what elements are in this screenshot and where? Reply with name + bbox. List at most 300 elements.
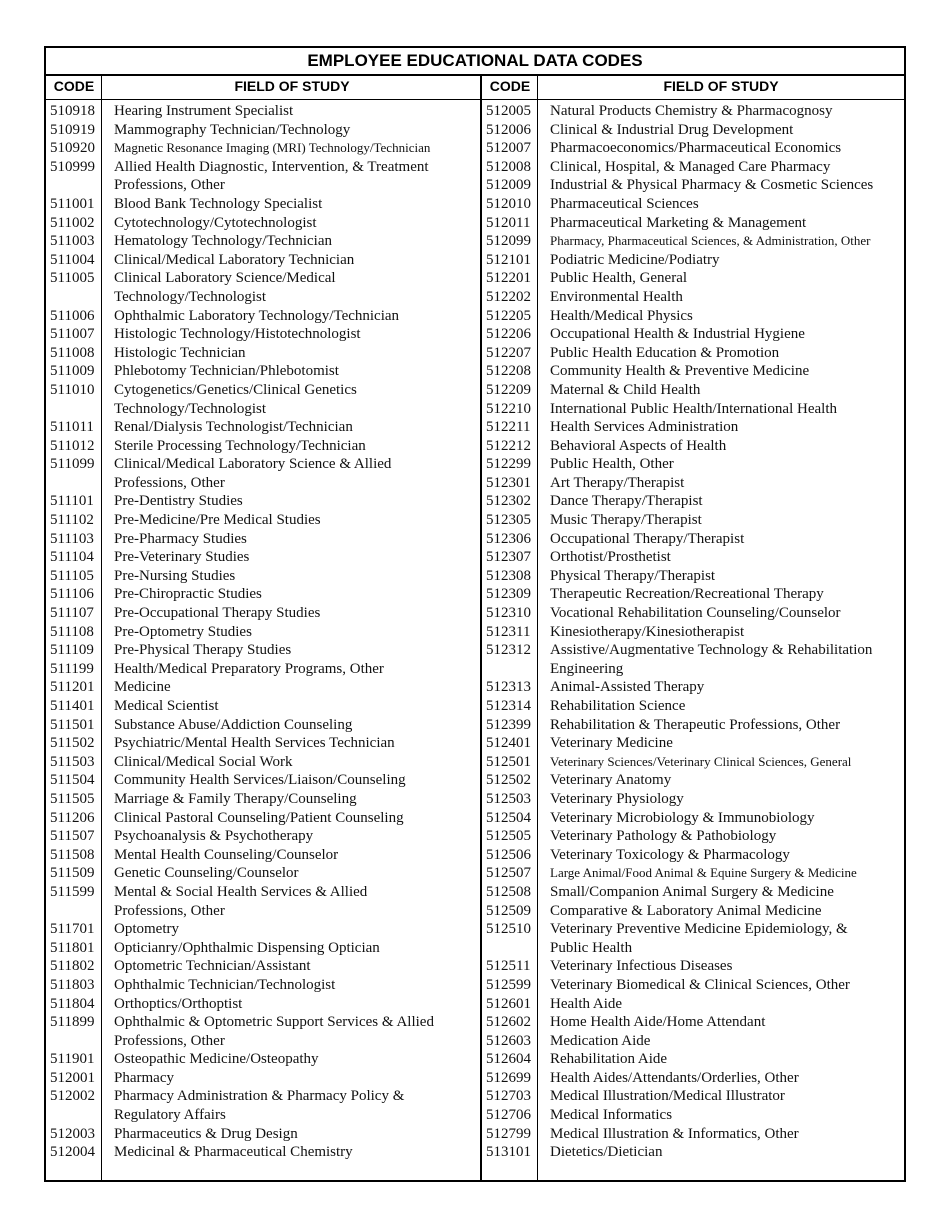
field-cell: Veterinary Microbiology & Immunobiology: [550, 809, 815, 826]
field-cell: Renal/Dialysis Technologist/Technician: [114, 419, 353, 436]
field-cell: Genetic Counseling/Counselor: [114, 865, 299, 882]
table-row: [486, 585, 902, 604]
table-row: [50, 511, 480, 530]
table-row: [50, 102, 480, 121]
code-cell: 511201: [50, 679, 95, 696]
field-cell: Ophthalmic & Optometric Support Services & Allied: [114, 1014, 434, 1031]
field-cell: Pre-Veterinary Studies: [114, 549, 250, 566]
field-cell: Magnetic Resonance Imaging (MRI) Technology/Technician: [114, 140, 431, 156]
table-row: [50, 1125, 480, 1144]
code-cell: 512207: [486, 344, 531, 361]
field-cell: Psychoanalysis & Psychotherapy: [114, 828, 314, 845]
code-cell: 512305: [486, 512, 531, 529]
field-cell: Art Therapy/Therapist: [550, 474, 685, 491]
table-row: [50, 567, 480, 586]
code-cell: 511101: [50, 493, 94, 510]
table-row: [50, 771, 480, 790]
table-row: [50, 325, 480, 344]
field-cell: Mental Health Counseling/Counselor: [114, 846, 339, 863]
table-row: [486, 976, 902, 995]
code-cell: 512001: [50, 1069, 95, 1086]
field-cell: Therapeutic Recreation/Recreational Therapy: [550, 586, 824, 603]
field-cell: Marriage & Family Therapy/Counseling: [114, 790, 357, 807]
field-cell: Maternal & Child Health: [550, 381, 701, 398]
code-cell: 510919: [50, 121, 95, 138]
right-column: [486, 102, 902, 1162]
field-cell: Pre-Occupational Therapy Studies: [114, 605, 321, 622]
table-row: [50, 1143, 480, 1162]
field-cell: Animal-Assisted Therapy: [550, 679, 705, 696]
table-row: [486, 771, 902, 790]
field-cell: Pharmaceutics & Drug Design: [114, 1125, 298, 1142]
field-cell: Allied Health Diagnostic, Intervention, & Treatment: [114, 158, 429, 175]
field-cell: Health/Medical Preparatory Programs, Other: [114, 660, 384, 677]
field-cell: Clinical Pastoral Counseling/Patient Counseling: [114, 809, 404, 826]
table-row: [486, 214, 902, 233]
table-row: [50, 678, 480, 697]
table-row: [50, 362, 480, 381]
field-cell: Orthoptics/Orthoptist: [114, 995, 243, 1012]
code-cell: 511004: [50, 251, 95, 268]
field-cell: Pharmaceutical Sciences: [550, 195, 699, 212]
field-cell: Industrial & Physical Pharmacy & Cosmetic Sciences: [550, 177, 874, 194]
field-cell: Pharmacy Administration & Pharmacy Policy &: [114, 1088, 405, 1105]
field-cell: Clinical/Medical Social Work: [114, 753, 293, 770]
code-cell: 512099: [486, 233, 531, 250]
code-cell: 512505: [486, 828, 531, 845]
table-row: [486, 902, 902, 921]
table-row: [50, 734, 480, 753]
field-cell: Hearing Instrument Specialist: [114, 103, 294, 119]
page-title: EMPLOYEE EDUCATIONAL DATA CODES: [46, 48, 904, 76]
code-cell: 512604: [486, 1051, 531, 1068]
code-cell: 512510: [486, 921, 531, 938]
code-cell: 512209: [486, 381, 531, 398]
table-row: [50, 1013, 480, 1032]
field-cell: Medical Illustration/Medical Illustrator: [550, 1088, 785, 1105]
code-cell: 512011: [486, 214, 531, 231]
table-row: [486, 827, 902, 846]
table-row: [486, 325, 902, 344]
table-row: [50, 400, 480, 419]
field-cell: Small/Companion Animal Surgery & Medicine: [550, 883, 834, 900]
code-cell: [486, 939, 550, 958]
field-cell: Mammography Technician/Technology: [114, 121, 351, 138]
table-row: [50, 957, 480, 976]
field-cell: Mental & Social Health Services & Allied: [114, 883, 368, 900]
code-cell: 512509: [486, 902, 531, 919]
field-cell: Cytotechnology/Cytotechnologist: [114, 214, 317, 231]
code-cell: 512703: [486, 1088, 531, 1105]
table-row: [486, 939, 902, 958]
table-row: [486, 344, 902, 363]
code-cell: 510918: [50, 103, 95, 119]
table-row: [486, 604, 902, 623]
code-cell: 510999: [50, 158, 95, 175]
table-row: [50, 1106, 480, 1125]
table-row: [486, 251, 902, 270]
table-row: [486, 753, 902, 772]
code-cell: 511801: [50, 939, 95, 956]
table-row: [50, 660, 480, 679]
code-cell: 511010: [50, 381, 95, 398]
code-cell: 511005: [50, 270, 95, 287]
table-row: [486, 437, 902, 456]
code-cell: 512004: [50, 1144, 95, 1161]
code-cell: 512211: [486, 419, 531, 436]
table-row: [486, 716, 902, 735]
field-cell: Hematology Technology/Technician: [114, 233, 332, 250]
code-cell: 512508: [486, 883, 531, 900]
field-cell: Pharmacoeconomics/Pharmaceutical Economics: [550, 140, 842, 157]
table-row: [486, 121, 902, 140]
code-cell: 512212: [486, 437, 531, 454]
table-row: [486, 883, 902, 902]
table-row: [50, 641, 480, 660]
table-row: [486, 381, 902, 400]
code-cell: 511102: [50, 512, 94, 529]
table-row: [486, 623, 902, 642]
table-row: [486, 864, 902, 883]
table-row: [50, 920, 480, 939]
code-cell: 512302: [486, 493, 531, 510]
field-cell: Medication Aide: [550, 1032, 651, 1049]
table-row: [50, 697, 480, 716]
code-cell: 511001: [50, 195, 95, 212]
field-cell: Veterinary Infectious Diseases: [550, 958, 733, 975]
field-cell: Technology/Technologist: [114, 288, 267, 305]
field-cell: Veterinary Biomedical & Clinical Sciences, Other: [550, 976, 850, 993]
field-cell: International Public Health/International Health: [550, 400, 837, 417]
field-cell: Dietetics/Dietician: [550, 1144, 663, 1161]
table-row: [50, 827, 480, 846]
table-row: [486, 1050, 902, 1069]
code-cell: 512307: [486, 549, 531, 566]
code-cell: 511509: [50, 865, 95, 882]
code-cell: 511701: [50, 921, 95, 938]
field-cell: Professions, Other: [114, 902, 225, 919]
table-row: [50, 232, 480, 251]
table-row: [486, 567, 902, 586]
code-cell: [486, 660, 550, 679]
table-row: [486, 846, 902, 865]
field-cell: Professions, Other: [114, 1032, 225, 1049]
table-row: [486, 455, 902, 474]
field-cell: Medical Scientist: [114, 698, 219, 714]
table-row: [486, 492, 902, 511]
code-cell: 512799: [486, 1125, 531, 1142]
field-cell: Podiatric Medicine/Podiatry: [550, 251, 720, 268]
code-cell: 512003: [50, 1125, 95, 1142]
table-row: [486, 1106, 902, 1125]
field-cell: Pharmacy, Pharmaceutical Sciences, & Administration, Other: [550, 233, 871, 249]
table-row: [50, 548, 480, 567]
field-cell: Assistive/Augmentative Technology & Rehabilitation: [550, 642, 873, 659]
table-row: [486, 176, 902, 195]
table-row: [486, 1013, 902, 1032]
field-cell: Medicine: [114, 679, 171, 696]
code-cell: 512299: [486, 456, 531, 473]
field-cell: Medical Informatics: [550, 1107, 673, 1124]
field-cell: Health Aides/Attendants/Orderlies, Other: [550, 1069, 799, 1086]
table-row: [486, 678, 902, 697]
table-row: [50, 474, 480, 493]
field-cell: Pre-Dentistry Studies: [114, 493, 243, 510]
table-row: [50, 1069, 480, 1088]
code-cell: 512205: [486, 307, 531, 324]
table-row: [486, 195, 902, 214]
code-cell: 511508: [50, 846, 95, 863]
field-cell: Optometry: [114, 921, 179, 938]
code-cell: 511401: [50, 698, 95, 714]
table-row: [50, 214, 480, 233]
field-cell: Natural Products Chemistry & Pharmacognosy: [550, 103, 833, 119]
code-cell: 512314: [486, 698, 531, 714]
field-cell: Veterinary Sciences/Veterinary Clinical Sciences, General: [550, 753, 852, 769]
field-cell: Dance Therapy/Therapist: [550, 493, 703, 510]
table-row: [50, 269, 480, 288]
table-row: [486, 920, 902, 939]
code-cell: 511104: [50, 549, 94, 566]
code-cell: 512504: [486, 809, 531, 826]
code-cell: 511002: [50, 214, 95, 231]
field-cell: Medical Illustration & Informatics, Other: [550, 1125, 799, 1142]
field-cell: Clinical Laboratory Science/Medical: [114, 270, 336, 287]
table-row: [50, 883, 480, 902]
code-cell: 512005: [486, 103, 531, 119]
table-row: [50, 139, 480, 158]
table-row: [486, 548, 902, 567]
field-cell: Ophthalmic Laboratory Technology/Technician: [114, 307, 400, 324]
code-cell: 512603: [486, 1032, 531, 1049]
field-cell: Veterinary Physiology: [550, 790, 684, 807]
table-row: [50, 418, 480, 437]
field-cell: Opticianry/Ophthalmic Dispensing Optician: [114, 939, 380, 956]
code-cell: 511802: [50, 958, 95, 975]
data-codes-table: [44, 46, 906, 1182]
code-cell: 511599: [50, 883, 95, 900]
code-cell: 512310: [486, 605, 531, 622]
code-cell: 512007: [486, 140, 531, 157]
table-row: [486, 809, 902, 828]
field-cell: Pre-Chiropractic Studies: [114, 586, 262, 603]
field-cell: Rehabilitation Science: [550, 698, 686, 714]
table-row: [50, 530, 480, 549]
code-cell: [50, 176, 114, 195]
code-cell: 512206: [486, 326, 531, 343]
table-row: [486, 1032, 902, 1051]
field-cell: Environmental Health: [550, 288, 683, 305]
field-cell: Comparative & Laboratory Animal Medicine: [550, 902, 822, 919]
field-cell: Professions, Other: [114, 474, 225, 491]
code-cell: 511006: [50, 307, 95, 324]
field-cell: Blood Bank Technology Specialist: [114, 195, 323, 212]
code-cell: 511011: [50, 419, 94, 436]
table-row: [50, 307, 480, 326]
table-row: [50, 1032, 480, 1051]
code-cell: 511103: [50, 530, 94, 547]
field-cell: Physical Therapy/Therapist: [550, 567, 716, 584]
table-row: [486, 307, 902, 326]
table-row: [50, 288, 480, 307]
table-row: [486, 697, 902, 716]
table-row: [486, 660, 902, 679]
field-cell: Pre-Nursing Studies: [114, 567, 236, 584]
field-header-left: FIELD OF STUDY: [234, 78, 350, 94]
table-row: [486, 790, 902, 809]
table-row: [50, 902, 480, 921]
field-cell: Histologic Technician: [114, 344, 246, 361]
field-cell: Veterinary Medicine: [550, 735, 673, 752]
table-row: [486, 474, 902, 493]
table-row: [50, 437, 480, 456]
table-row: [486, 995, 902, 1014]
code-cell: 511109: [50, 642, 94, 659]
table-row: [50, 455, 480, 474]
table-row: [50, 492, 480, 511]
code-cell: 513101: [486, 1144, 531, 1161]
code-cell: 512503: [486, 790, 531, 807]
table-row: [50, 604, 480, 623]
field-cell: Vocational Rehabilitation Counseling/Counselor: [550, 605, 841, 622]
code-cell: 511505: [50, 790, 95, 807]
code-cell: 512006: [486, 121, 531, 138]
field-cell: Health Services Administration: [550, 419, 739, 436]
field-cell: Clinical/Medical Laboratory Technician: [114, 251, 355, 268]
code-cell: 511901: [50, 1051, 95, 1068]
code-header-right: CODE: [489, 78, 531, 94]
code-cell: 511803: [50, 976, 95, 993]
field-cell: Rehabilitation Aide: [550, 1051, 668, 1068]
table-row: [486, 362, 902, 381]
code-cell: 512301: [486, 474, 531, 491]
code-cell: 511008: [50, 344, 95, 361]
table-row: [50, 344, 480, 363]
field-cell: Regulatory Affairs: [114, 1107, 226, 1124]
table-row: [50, 995, 480, 1014]
code-cell: 511507: [50, 828, 95, 845]
field-cell: Pharmacy: [114, 1069, 174, 1086]
table-row: [486, 288, 902, 307]
code-cell: 511007: [50, 326, 95, 343]
field-cell: Veterinary Anatomy: [550, 772, 672, 789]
table-row: [486, 1087, 902, 1106]
code-cell: 511501: [50, 716, 95, 733]
field-cell: Professions, Other: [114, 177, 225, 194]
field-cell: Technology/Technologist: [114, 400, 267, 417]
code-cell: [50, 288, 114, 307]
table-row: [50, 753, 480, 772]
table-row: [50, 176, 480, 195]
code-cell: 511003: [50, 233, 95, 250]
field-cell: Clinical & Industrial Drug Development: [550, 121, 794, 138]
code-cell: 511206: [50, 809, 95, 826]
table-row: [486, 1143, 902, 1162]
code-cell: 512401: [486, 735, 531, 752]
code-cell: 511503: [50, 753, 95, 770]
code-cell: 512601: [486, 995, 531, 1012]
field-cell: Clinical, Hospital, & Managed Care Pharmacy: [550, 158, 831, 175]
code-cell: 512002: [50, 1088, 95, 1105]
code-cell: 512313: [486, 679, 531, 696]
table-row: [50, 195, 480, 214]
field-cell: Public Health, Other: [550, 456, 674, 473]
table-row: [50, 251, 480, 270]
table-row: [50, 716, 480, 735]
field-cell: Occupational Health & Industrial Hygiene: [550, 326, 805, 343]
field-cell: Rehabilitation & Therapeutic Professions, Other: [550, 716, 841, 733]
table-row: [486, 139, 902, 158]
code-cell: 511107: [50, 605, 94, 622]
code-cell: 511106: [50, 586, 94, 603]
field-cell: Community Health Services/Liaison/Counseling: [114, 772, 406, 789]
table-row: [486, 102, 902, 121]
field-cell: Orthotist/Prosthetist: [550, 549, 671, 566]
table-row: [50, 158, 480, 177]
table-row: [50, 585, 480, 604]
field-cell: Public Health, General: [550, 270, 688, 287]
table-row: [50, 381, 480, 400]
table-row: [50, 939, 480, 958]
code-cell: 512312: [486, 642, 531, 659]
header-divider: [46, 99, 904, 100]
table-row: [486, 511, 902, 530]
code-cell: 511099: [50, 456, 95, 473]
code-cell: [50, 1032, 114, 1051]
field-cell: Health Aide: [550, 995, 623, 1012]
code-cell: 512306: [486, 530, 531, 547]
code-cell: 511012: [50, 437, 95, 454]
field-cell: Home Health Aide/Home Attendant: [550, 1014, 766, 1031]
field-cell: Health/Medical Physics: [550, 307, 693, 324]
table-row: [486, 158, 902, 177]
table-row: [486, 530, 902, 549]
code-cell: 511504: [50, 772, 95, 789]
code-cell: 512010: [486, 195, 531, 212]
code-header-left: CODE: [53, 78, 95, 94]
code-cell: 511899: [50, 1014, 95, 1031]
field-cell: Veterinary Pathology & Pathobiology: [550, 828, 777, 845]
table-row: [50, 976, 480, 995]
code-cell: 511804: [50, 995, 95, 1012]
code-cell: 512602: [486, 1014, 531, 1031]
field-cell: Pre-Physical Therapy Studies: [114, 642, 292, 659]
field-cell: Engineering: [550, 660, 624, 677]
table-row: [486, 232, 902, 251]
code-cell: 512699: [486, 1069, 531, 1086]
code-cell: 512210: [486, 400, 531, 417]
code-cell: 511199: [50, 660, 94, 677]
code-cell: 512101: [486, 251, 531, 268]
code-cell: 512008: [486, 158, 531, 175]
code-cell: 512311: [486, 623, 531, 640]
code-cell: [50, 902, 114, 921]
code-cell: 512009: [486, 177, 531, 194]
field-cell: Pre-Optometry Studies: [114, 623, 252, 640]
table-row: [486, 641, 902, 660]
code-cell: 511105: [50, 567, 94, 584]
code-cell: 510920: [50, 140, 95, 157]
table-row: [486, 734, 902, 753]
field-cell: Osteopathic Medicine/Osteopathy: [114, 1051, 319, 1068]
code-cell: 512507: [486, 865, 531, 882]
field-cell: Pre-Pharmacy Studies: [114, 530, 247, 547]
code-cell: 512202: [486, 288, 531, 305]
code-cell: 512208: [486, 363, 531, 380]
field-cell: Veterinary Preventive Medicine Epidemiology, &: [550, 921, 848, 938]
field-cell: Occupational Therapy/Therapist: [550, 530, 745, 547]
code-cell: 511502: [50, 735, 95, 752]
